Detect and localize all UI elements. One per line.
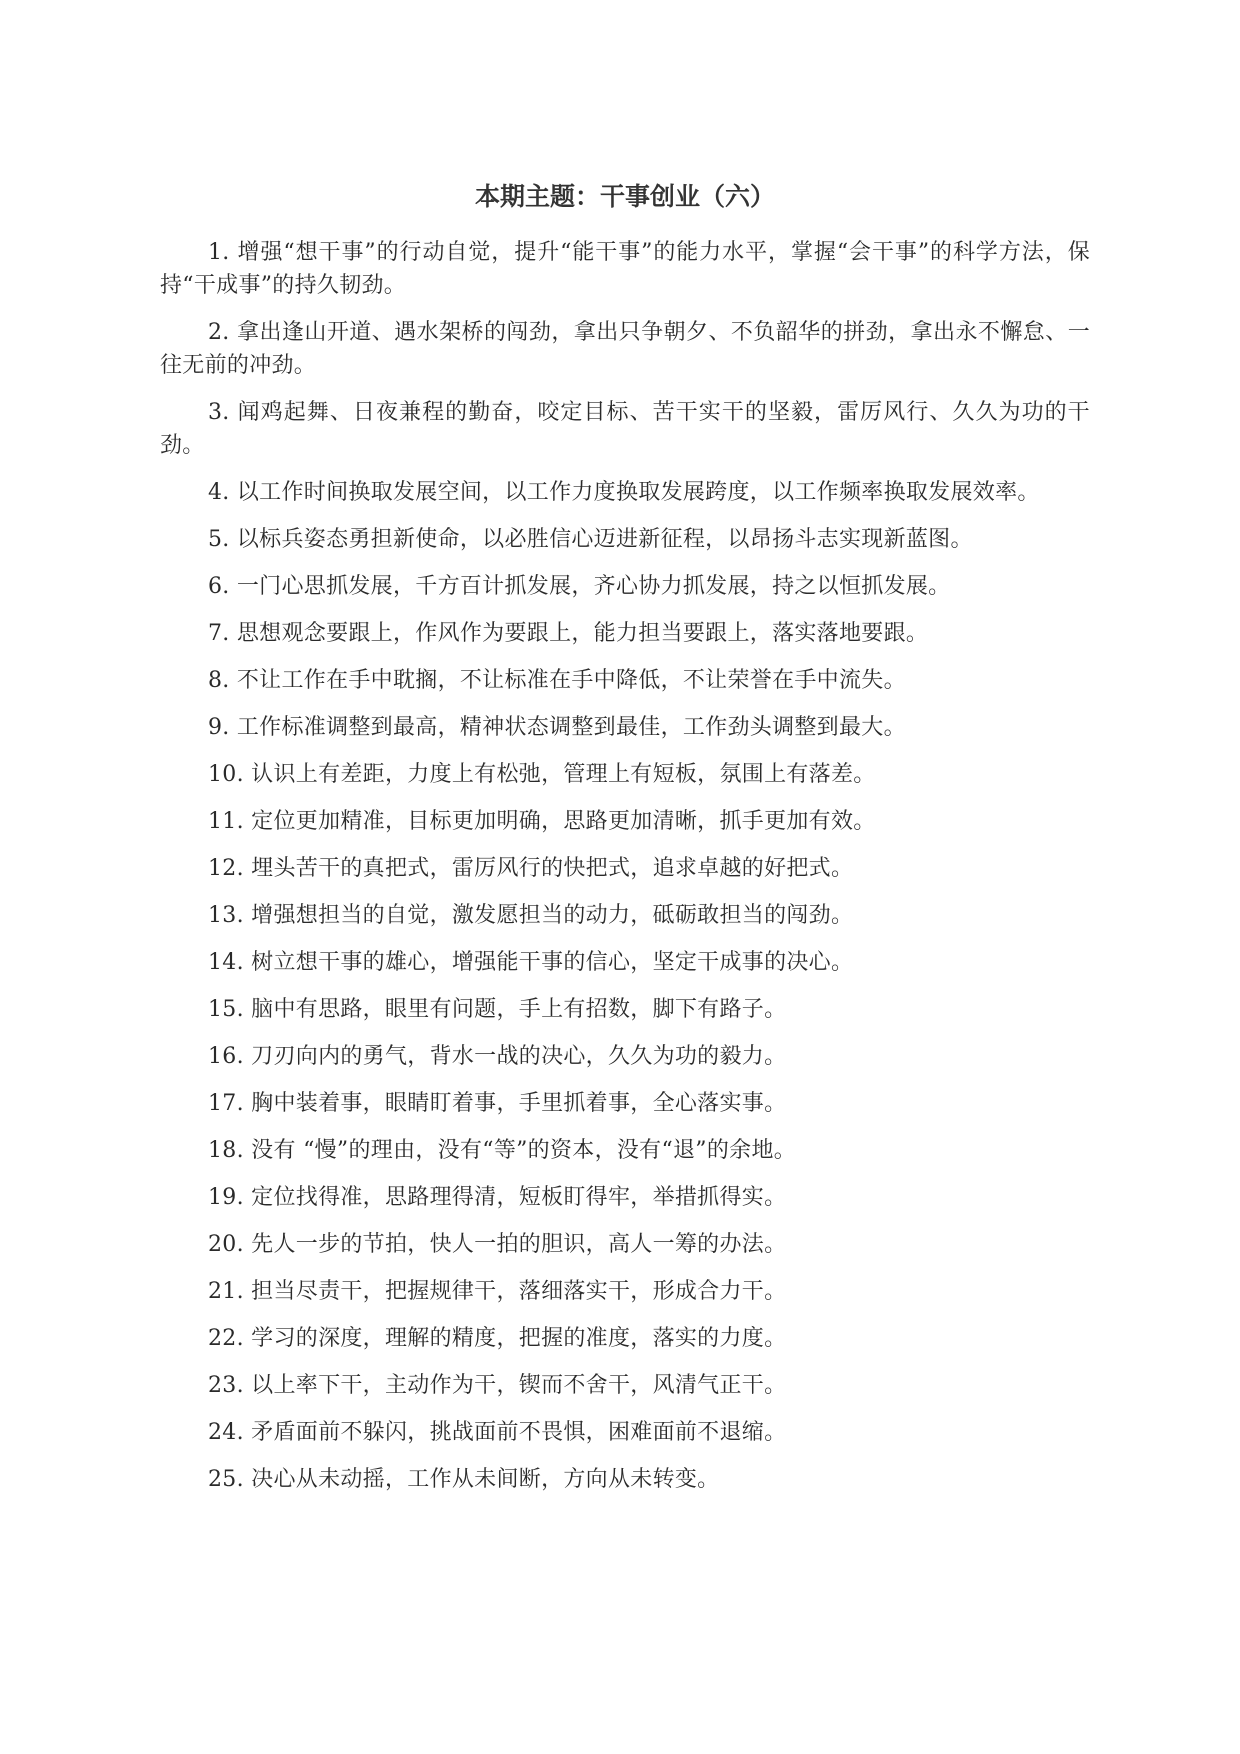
list-item: 1. 增强“想干事”的行动自觉，提升“能干事”的能力水平，掌握“会干事”的科学方法，保持“干成事”的持久韧劲。 <box>160 240 1090 298</box>
list-item: 20. 先人一步的节拍，快人一拍的胆识，高人一筹的办法。 <box>208 1232 787 1257</box>
list-item: 9. 工作标准调整到最高，精神状态调整到最佳，工作劲头调整到最大。 <box>208 715 906 740</box>
list-item: 7. 思想观念要跟上，作风作为要跟上，能力担当要跟上，落实落地要跟。 <box>208 621 929 646</box>
list-item: 14. 树立想干事的雄心，增强能干事的信心，坚定干成事的决心。 <box>208 950 854 975</box>
list-item: 2. 拿出逢山开道、遇水架桥的闯劲，拿出只争朝夕、不负韶华的拼劲，拿出永不懈怠、一往无前的冲劲。 <box>160 320 1090 378</box>
list-item: 3. 闻鸡起舞、日夜兼程的勤奋，咬定目标、苦干实干的坚毅，雷厉风行、久久为功的干劲。 <box>160 400 1090 458</box>
list-item: 21. 担当尽责干，把握规律干，落细落实干，形成合力干。 <box>208 1279 787 1304</box>
list-item: 16. 刀刃向内的勇气，背水一战的决心，久久为功的毅力。 <box>208 1044 787 1069</box>
list-item: 6. 一门心思抓发展，千方百计抓发展，齐心协力抓发展，持之以恒抓发展。 <box>208 574 951 599</box>
list-item: 13. 增强想担当的自觉，激发愿担当的动力，砥砺敢担当的闯劲。 <box>208 903 854 928</box>
list-item: 5. 以标兵姿态勇担新使命，以必胜信心迈进新征程，以昂扬斗志实现新蓝图。 <box>208 527 973 552</box>
list-item: 4. 以工作时间换取发展空间，以工作力度换取发展跨度，以工作频率换取发展效率。 <box>208 480 1040 505</box>
item-list <box>160 236 1090 1496</box>
list-item: 8. 不让工作在手中耽搁，不让标准在手中降低，不让荣誉在手中流失。 <box>208 668 906 693</box>
page-title: 本期主题：干事创业（六） <box>474 182 775 211</box>
list-item: 22. 学习的深度，理解的精度，把握的准度，落实的力度。 <box>208 1326 787 1351</box>
list-item: 15. 脑中有思路，眼里有问题，手上有招数，脚下有路子。 <box>208 997 787 1022</box>
list-item: 23. 以上率下干，主动作为干，锲而不舍干，风清气正干。 <box>208 1373 787 1398</box>
list-item: 12. 埋头苦干的真把式，雷厉风行的快把式，追求卓越的好把式。 <box>208 856 854 881</box>
list-item: 17. 胸中装着事，眼睛盯着事，手里抓着事，全心落实事。 <box>208 1091 787 1116</box>
list-item: 10. 认识上有差距，力度上有松弛，管理上有短板，氛围上有落差。 <box>208 762 876 787</box>
list-item: 19. 定位找得准，思路理得清，短板盯得牢，举措抓得实。 <box>208 1185 787 1210</box>
list-item: 11. 定位更加精准，目标更加明确，思路更加清晰，抓手更加有效。 <box>208 809 876 834</box>
list-item: 18. 没有 “慢”的理由，没有“等”的资本，没有“退”的余地。 <box>208 1138 797 1163</box>
list-item: 24. 矛盾面前不躲闪，挑战面前不畏惧，困难面前不退缩。 <box>208 1420 787 1445</box>
list-item: 25. 决心从未动摇，工作从未间断，方向从未转变。 <box>208 1467 720 1492</box>
